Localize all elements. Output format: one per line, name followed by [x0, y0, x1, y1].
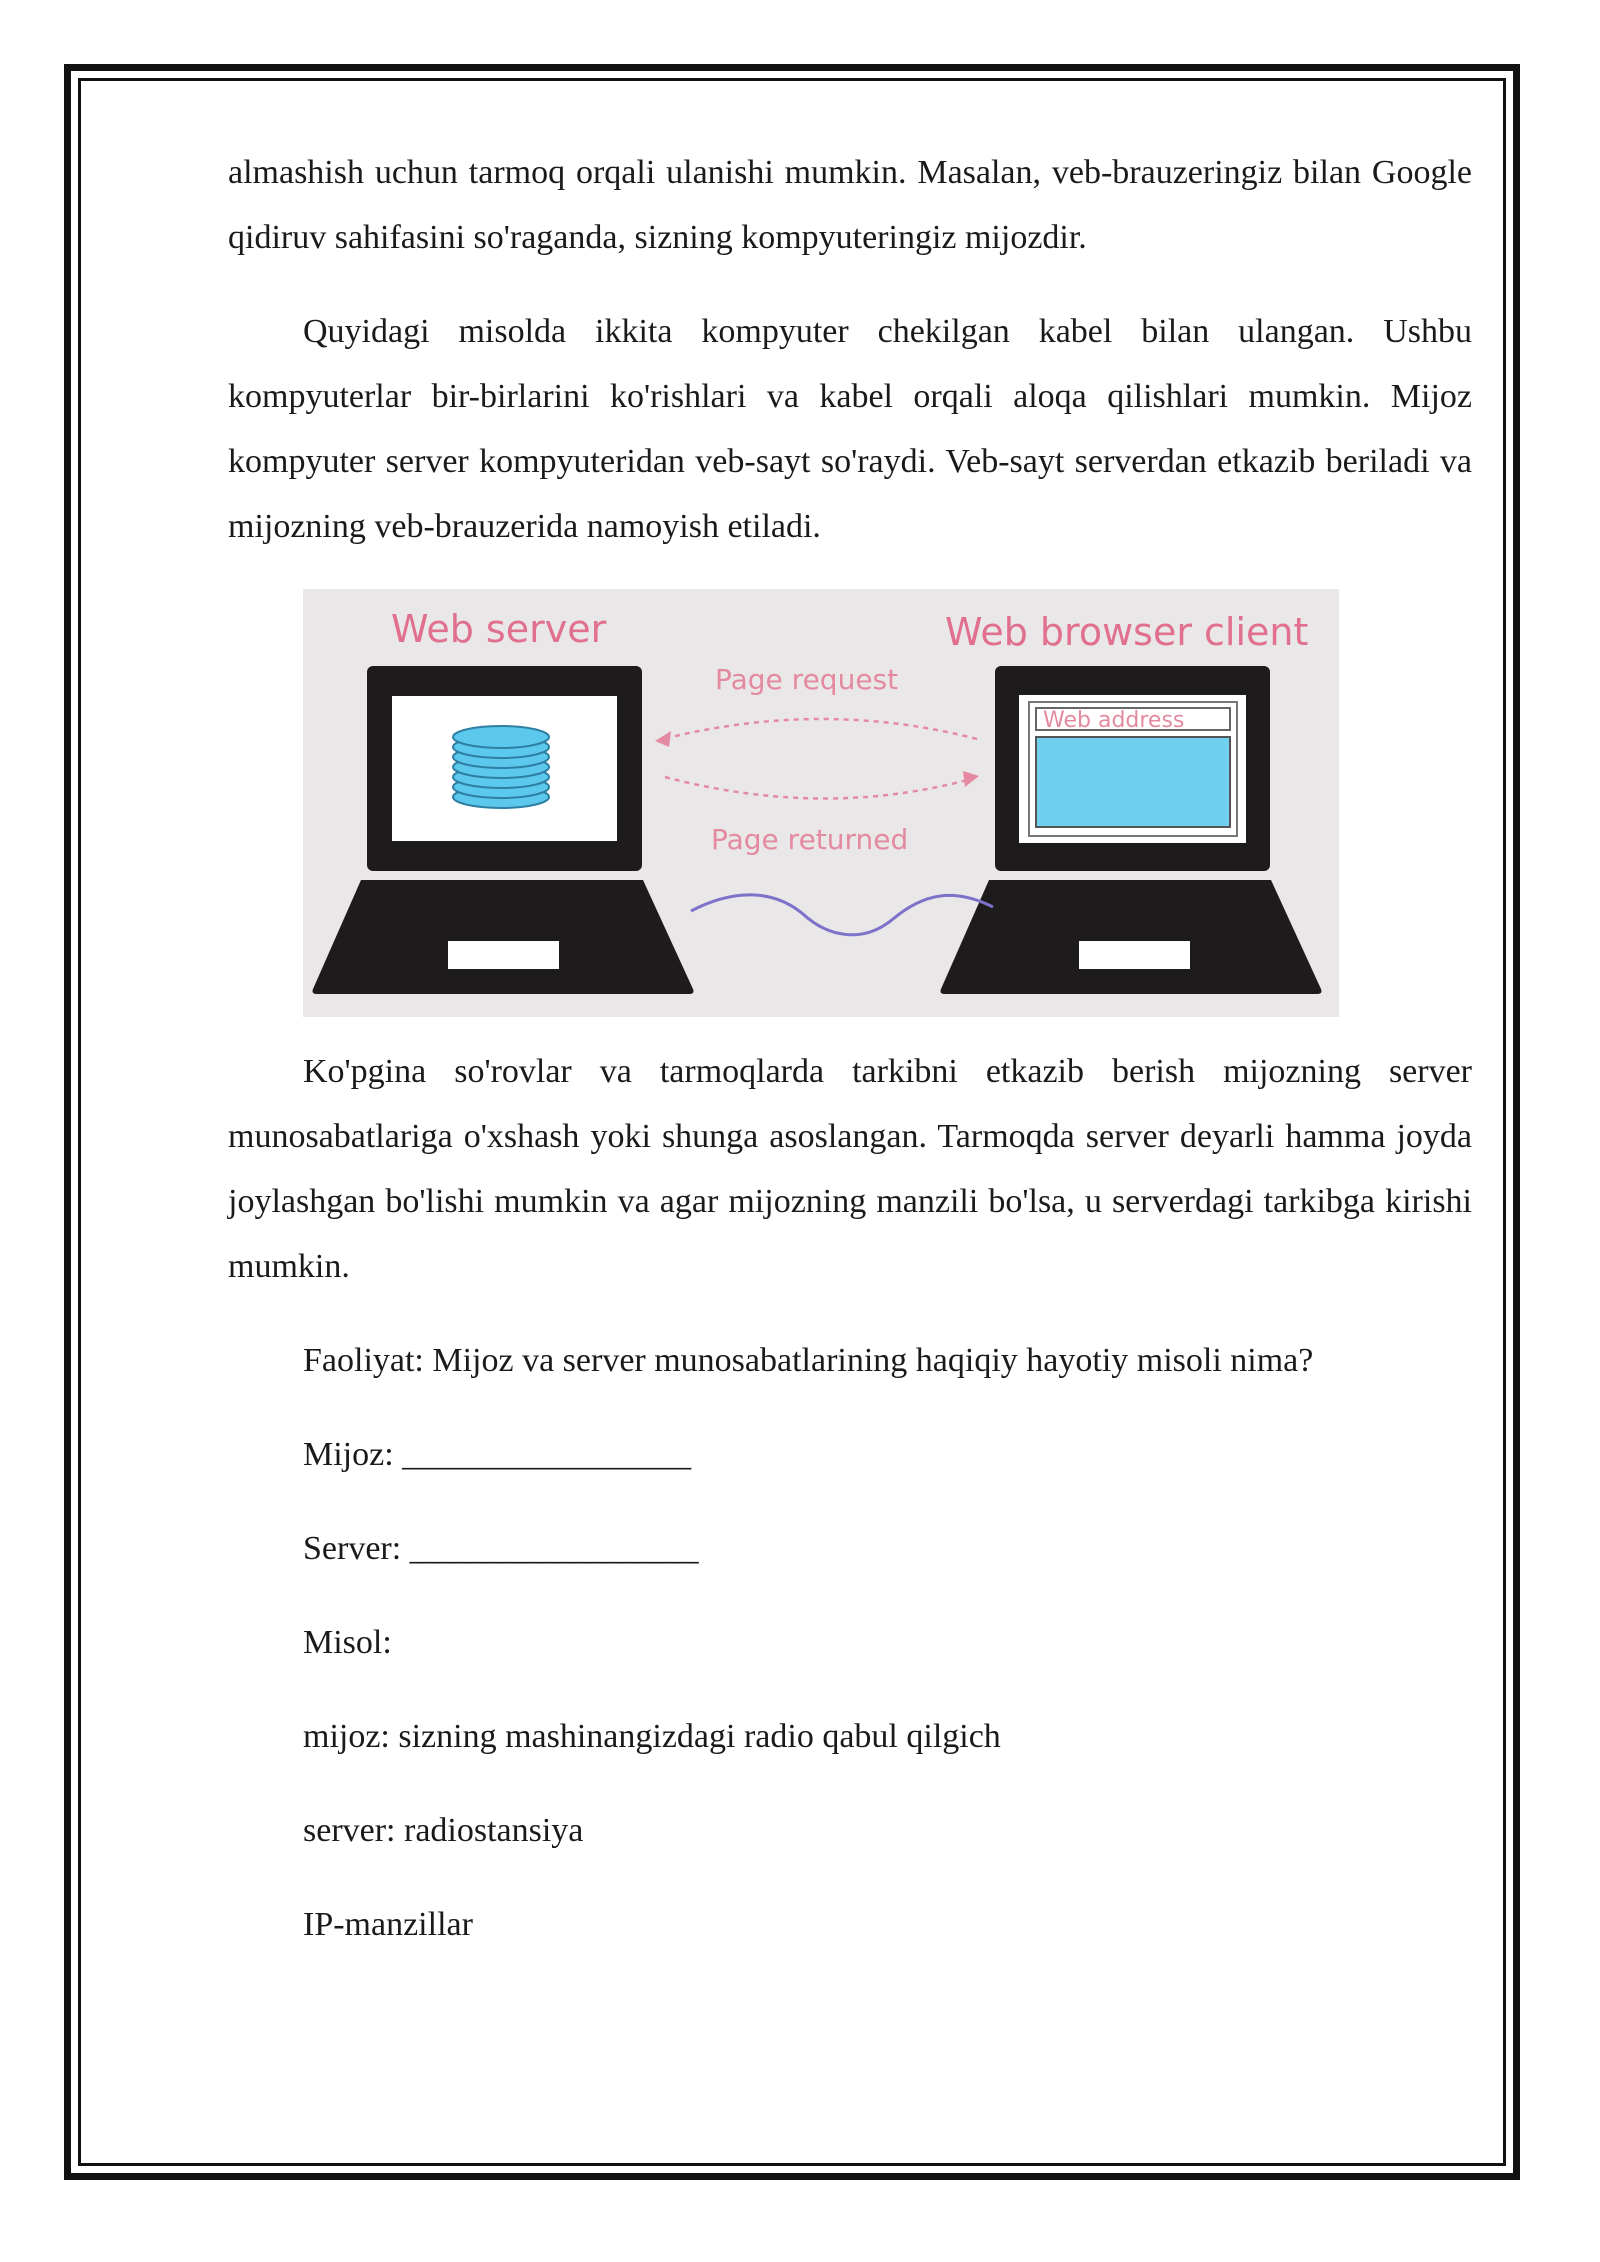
section-heading-ip: IP-manzillar [303, 1906, 473, 1943]
browser-page-area [1036, 737, 1230, 827]
client-answer-line: Mijoz: _________________ [303, 1436, 692, 1473]
client-trackpad [1079, 941, 1190, 969]
page-request-label: Page request [715, 663, 899, 696]
example-client: mijoz: sizning mashinangizdagi radio qabul qilgich [303, 1718, 1001, 1755]
client-server-figure [303, 589, 1339, 1017]
paragraph-intro: almashish uchun tarmoq orqali ulanishi mumkin. Masalan, veb-brauzeringiz bilan Google qidiruv sahifasini so'raganda, sizning kompyuteringiz mijozdir. [228, 154, 1472, 256]
client-server-diagram [303, 589, 1339, 1017]
activity-question: Faoliyat: Mijoz va server munosabatlarining haqiqiy hayotiy misoli nima? [303, 1342, 1314, 1379]
server-laptop [313, 666, 694, 994]
web-server-label: Web server [391, 607, 607, 651]
paragraph-example: Quyidagi misolda ikkita kompyuter chekilgan kabel bilan ulangan. Ushbu kompyuterlar bir-birlarini ko'rishlari va kabel orqali aloqa qilishlari mumkin. Mijoz kompyuter server kompyuteridan veb-sayt so'raydi. Veb-sayt serverdan etkazib beriladi va mijozning veb-brauzerida namoyish etiladi. [228, 313, 1472, 545]
database-icon [453, 726, 549, 808]
paragraph-networks: Ko'pgina so'rovlar va tarmoqlarda tarkibni etkazib berish mijozning server munosabatlariga o'xshash yoki shunga asoslangan. Tarmoqda server deyarli hamma joyda joylashgan bo'lishi mumkin va agar mijozning manzili bo'lsa, u serverdagi tarkibga kirishi mumkin. [228, 1053, 1472, 1285]
server-trackpad [448, 941, 559, 969]
web-browser-client-label: Web browser client [945, 610, 1309, 654]
example-server: server: radiostansiya [303, 1812, 584, 1849]
page-returned-label: Page returned [711, 823, 909, 856]
server-keyboard [313, 880, 694, 994]
server-answer-line: Server: _________________ [303, 1530, 699, 1567]
client-keyboard [941, 880, 1322, 994]
web-address-label: Web address [1043, 708, 1185, 733]
example-heading: Misol: [303, 1624, 392, 1661]
page-content [228, 140, 1472, 1957]
client-laptop [941, 666, 1322, 994]
